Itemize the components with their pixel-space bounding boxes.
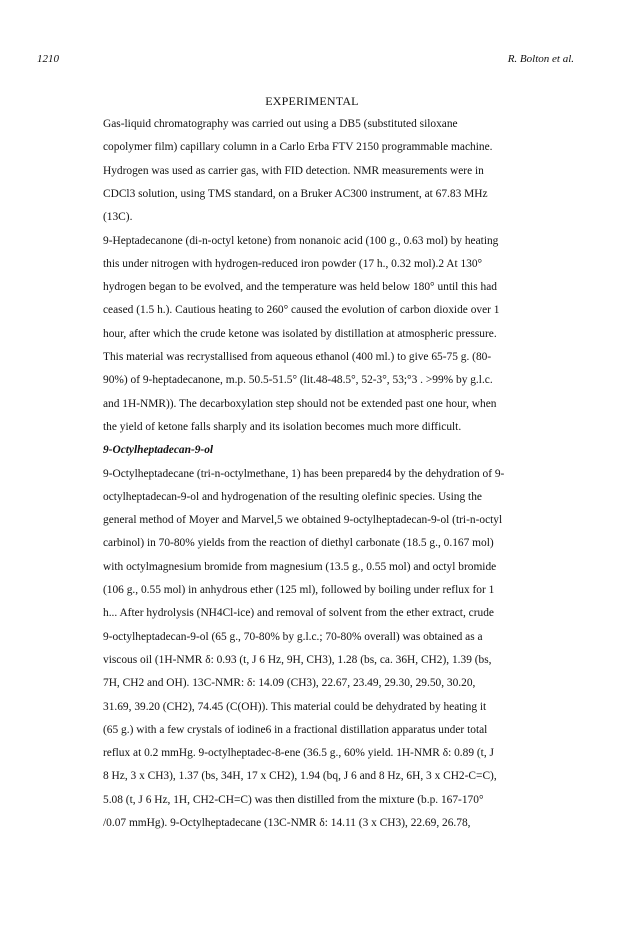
- body-line: reflux at 0.2 mmHg. 9-octylheptadec-8-ene (36.5 g., 60% yield. 1H-NMR δ: 0.89 (t, J: [103, 747, 494, 760]
- body-line: 8 Hz, 3 x CH3), 1.37 (bs, 34H, 17 x CH2), 1.94 (bq, J 6 and 8 Hz, 6H, 3 x CH2-C=C),: [103, 770, 497, 783]
- page-number: 1210: [37, 53, 59, 65]
- body-line: general method of Moyer and Marvel,5 we obtained 9-octylheptadecan-9-ol (tri-n-octyl: [103, 514, 503, 527]
- body-line: copolymer film) capillary column in a Carlo Erba FTV 2150 programmable machine.: [103, 141, 493, 154]
- body-line: viscous oil (1H-NMR δ: 0.93 (t, J 6 Hz, 9H, CH3), 1.28 (bs, ca. 36H, CH2), 1.39 (bs,: [103, 653, 492, 666]
- body-line: Gas-liquid chromatography was carried out using a DB5 (substituted siloxane: [103, 118, 458, 130]
- body-line: h... After hydrolysis (NH4Cl-ice) and removal of solvent from the ether extract, crude: [103, 607, 494, 620]
- body-line: 5.08 (t, J 6 Hz, 1H, CH2-CH=C) was then distilled from the mixture (b.p. 167-170°: [103, 793, 484, 806]
- body-line: (65 g.) with a few crystals of iodine6 in a fractional distillation apparatus under total: [103, 723, 488, 736]
- body-line: with octylmagnesium bromide from magnesium (13.5 g., 0.55 mol) and octyl bromide: [103, 560, 497, 573]
- body-line: carbinol) in 70-80% yields from the reaction of diethyl carbonate (18.5 g., 0.167 mol): [103, 537, 494, 550]
- section-title: EXPERIMENTAL: [265, 94, 359, 108]
- body-line: 9-octylheptadecan-9-ol (65 g., 70-80% by g.l.c.; 70-80% overall) was obtained as a: [103, 630, 483, 643]
- body-line: This material was recrystallised from aqueous ethanol (400 ml.) to give 65-75 g. (80-: [103, 351, 492, 363]
- body-line: hour, after which the crude ketone was isolated by distillation at atmospheric pressure.: [103, 327, 497, 340]
- body-line: (13C).: [103, 211, 133, 224]
- body-line: 9-Octylheptadecane (tri-n-octylmethane, 1) has been prepared4 by the dehydration of 9-: [103, 467, 505, 480]
- body-line: /0.07 mmHg). 9-Octylheptadecane (13C-NMR δ: 14.11 (3 x CH3), 22.69, 26.78,: [103, 817, 471, 829]
- body-line: (106 g., 0.55 mol) in anhydrous ether (125 ml), followed by boiling under reflux for 1: [103, 584, 495, 596]
- body-line: octylheptadecan-9-ol and hydrogenation of the resulting olefinic species. Using the: [103, 490, 482, 503]
- body-line: ceased (1.5 h.). Cautious heating to 260° caused the evolution of carbon dioxide over 1: [103, 304, 500, 317]
- body-line: the yield of ketone falls sharply and its isolation becomes much more difficult.: [103, 420, 462, 433]
- subsection-heading: 9-Octylheptadecan-9-ol: [103, 444, 214, 457]
- body-line: 90%) of 9-heptadecanone, m.p. 50.5-51.5° (lit.48-48.5°, 52-3°, 53;°3 . >99% by g.l.c.: [103, 374, 493, 387]
- body-line: 31.69, 39.20 (CH2), 74.45 (C(OH)). This material could be dehydrated by heating it: [103, 700, 487, 713]
- body-line: and 1H-NMR)). The decarboxylation step should not be extended past one hour, when: [103, 397, 497, 410]
- body-line: Hydrogen was used as carrier gas, with FID detection. NMR measurements were in: [103, 164, 484, 177]
- author-header: R. Bolton et al.: [507, 53, 574, 65]
- body-line: 9-Heptadecanone (di-n-octyl ketone) from nonanoic acid (100 g., 0.63 mol) by heating: [103, 234, 499, 247]
- body-line: CDCl3 solution, using TMS standard, on a Bruker AC300 instrument, at 67.83 MHz: [103, 187, 488, 200]
- body-line: this under nitrogen with hydrogen-reduced iron powder (17 h., 0.32 mol).2 At 130°: [103, 257, 483, 270]
- body-line: 7H, CH2 and OH). 13C-NMR: δ: 14.09 (CH3), 22.67, 23.49, 29.30, 29.50, 30.20,: [103, 677, 476, 690]
- body-line: hydrogen began to be evolved, and the temperature was held below 180° until this had: [103, 281, 497, 294]
